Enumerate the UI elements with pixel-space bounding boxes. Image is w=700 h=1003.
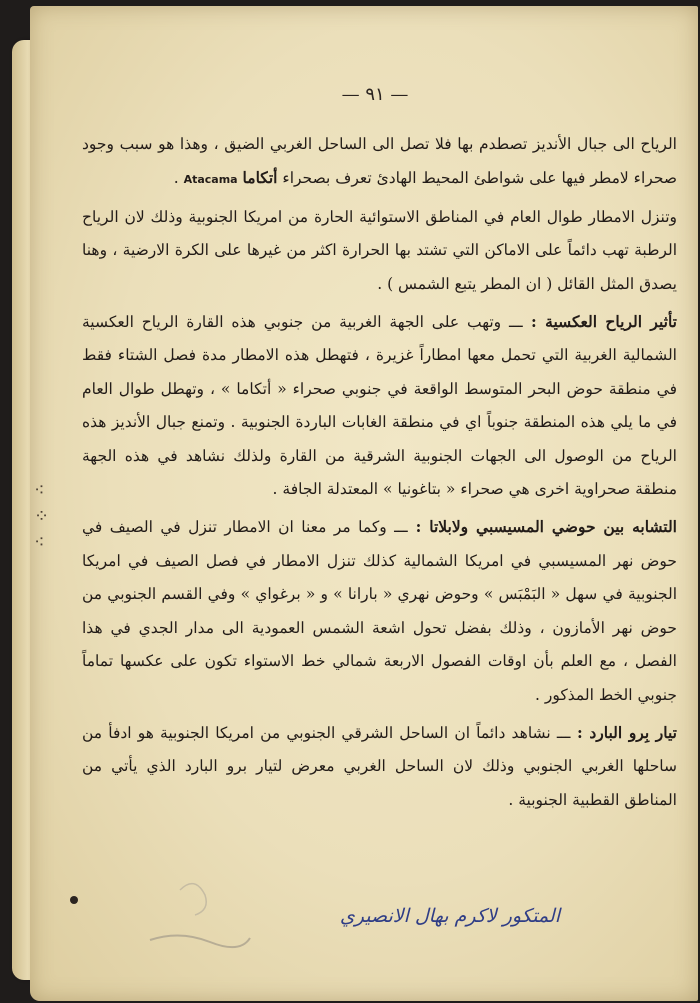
- paragraph: [82, 305, 677, 506]
- ink-dot: [70, 896, 78, 904]
- paragraph: [82, 201, 677, 301]
- paragraph-text: ـــ نشاهد دائماً ان الساحل الشرقي الجنوبي من امريكا الجنوبية هو ادفأ من ساحلها الغربي الجنوبي وذلك لان الساحل الغربي معرض لتيار برو البارد الذي يأتي من المناطق القطبية الجنوبية .: [82, 723, 677, 809]
- page-number: — ٩١ —: [341, 84, 409, 105]
- body-text: [82, 128, 677, 817]
- paragraph-heading: التشابه بين حوضي المسيسبي ولابلاتا :: [407, 517, 677, 537]
- pencil-scribble-icon: [140, 870, 260, 970]
- paragraph-text: وتنزل الامطار طوال العام في المناطق الاستوائية الحارة من امريكا الجنوبية وذلك لان الرياح الرطبة تهب دائماً على الاماكن التي تشتد بها الحرارة اكثر من غيرها على الكرة الارضية ، وهنا يصدق المثل القائل ( ان المطر يتبع الشمس ) .: [82, 207, 677, 293]
- paragraph-text: ـــ وتهب على الجهة الغربية من جنوبي هذه القارة الرياح العكسية الشمالية الغربية التي تحمل معها امطاراً غزيرة ، فتهطل هذه الامطار مدة فصل الشتاء فقط في منطقة حوض البحر المتوسط الواقعة في جنوبي صحراء « أتكاما » ، وتهطل طوال العام في ما يلي هذه المنطقة جنوباً اي في منطقة الغابات الباردة الجنوبية . وتمنع جبال الأنديز هذه الرياح من الوصول الى الجهات الجنوبية الشرقية من القارة ولذلك نشاهد في هذه الجهة منطقة صحراوية اخرى هي صحراء « بتاغونيا » المعتدلة الجافة .: [82, 313, 677, 499]
- margin-ink-marks: ⁖ ⁘ ⁖: [34, 480, 50, 553]
- paragraph-heading: أتكاما: [242, 168, 278, 188]
- paragraph: [82, 716, 677, 817]
- paragraph-text: .: [173, 169, 184, 188]
- paragraph-text: الرياح الى جبال الأنديز تصطدم بها فلا تصل الى الساحل الغربي الضيق ، وهذا هو سبب وجود صحراء لامطر فيها على شواطئ المحيط الهادئ تعرف بصحراء: [82, 135, 677, 188]
- paragraph: [82, 128, 677, 197]
- paragraph: [82, 510, 677, 711]
- handwritten-signature: المتكور لاكرم بهال الانصيري: [339, 905, 560, 927]
- paragraph-heading: تأثير الرياح العكسية :: [522, 312, 677, 332]
- paragraph-heading: تيار بِرو البارد :: [570, 722, 677, 742]
- paragraph-text: ـــ وكما مر معنا ان الامطار تنزل في الصيف في حوض نهر المسيسبي في امريكا الشمالية كذلك تنزل الامطار في فصل الصيف في امريكا الجنوبية في سهل « البَمْبَس » وحوض نهري « بارانا » و « برغواي » وفي القسم الجنوبي من حوض نهر الأمازون ، وذلك بفضل تحول اشعة الشمس العمودية الى مدار الجدي في هذا الفصل ، مع العلم بأن اوقات الفصول الاربعة شمالي خط الاستواء تكون على عكسها تماماً جنوبي الخط المذكور .: [82, 518, 677, 704]
- latin-term: Atacama: [183, 173, 238, 187]
